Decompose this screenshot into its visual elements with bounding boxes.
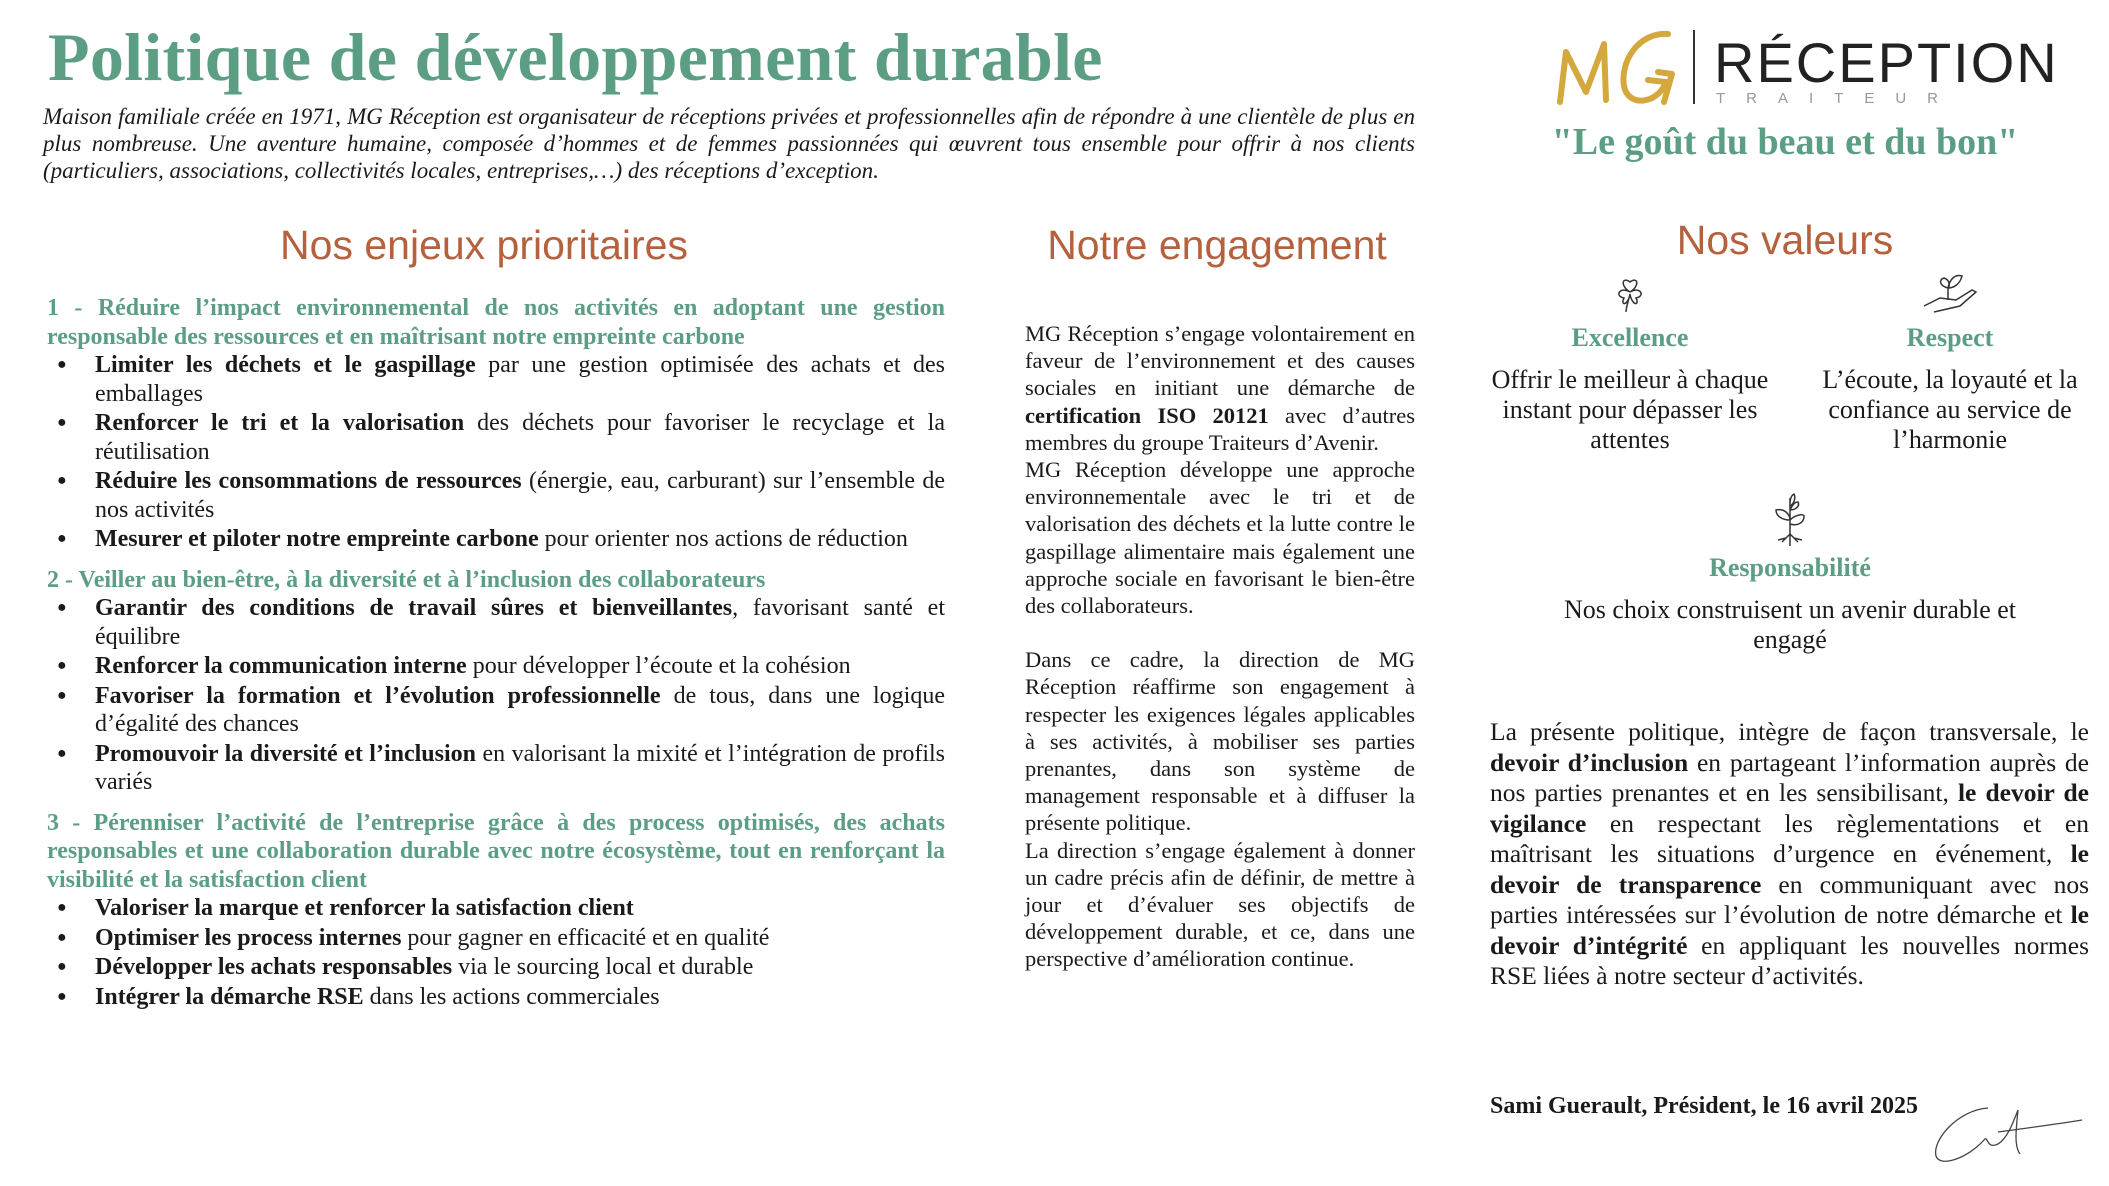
engagement-paragraph [1025, 320, 1415, 456]
text: en communiquant avec nos parties intéressées sur l’évolution de notre démarche et [1490, 869, 2089, 929]
handwritten-signature [1928, 1100, 2088, 1172]
text: pour gagner en efficacité et en qualité [401, 924, 770, 951]
bold-text: Renforcer la communication interne [95, 653, 467, 679]
policy-paragraph [1490, 717, 2089, 992]
bold-text: le devoir de vigilance [1490, 778, 2089, 838]
engagement-text [1025, 320, 1415, 973]
bold-text: certification ISO 20121 [1025, 402, 1269, 428]
enjeux-list [47, 294, 945, 1023]
text: en respectant les règlementations et en maîtrisant les situations d’urgence en événement, [1490, 808, 2089, 868]
text: pour développer l’écoute et la cohésion [466, 653, 851, 679]
intro-text: Maison familiale créée en 1971, MG Réception est organisateur de réceptions privées et professionnelles afin de répondre à une clientèle de plus en plus nombreuse. Une aventure humaine, composée d’hommes et de femmes passionnées qui œuvrent tous ensemble pour offrir à nos clients (particuliers, associations, collectivités locales, entreprises,…) des réceptions d’exception. [43, 104, 1415, 183]
enjeu-heading: 1 - Réduire l’impact environnemental de nos activités en adoptant une gestion responsable des ressources et en maîtrisant notre empreinte carbone [47, 295, 945, 350]
bold-text: le devoir de transparence [1490, 839, 2089, 899]
value-desc: Offrir le meilleur à chaque instant pour dépasser les attentes [1491, 365, 1769, 454]
page-title: Politique de développement durable [48, 19, 1103, 95]
text: MG Réception développe une approche environnementale avec le tri et de valorisation des déchets et la lutte contre le gaspillage alimentaire mais également une approche sociale en favorisant le bien-être des collaborateurs. [1025, 457, 1415, 619]
value-label: Respect [1906, 323, 1994, 352]
list-item [47, 924, 945, 953]
value-label: Responsabilité [1709, 553, 1871, 582]
bold-text: le devoir d’intégrité [1490, 900, 2089, 960]
sprout-roots-icon [1770, 490, 1810, 548]
text: MG Réception s’engage volontairement en faveur de l’environnement et des causes sociales en initiant une démarche de [1025, 321, 1415, 401]
bold-text: Valoriser la marque et renforcer la satisfaction client [95, 895, 634, 921]
enjeu-heading: 2 - Veiller au bien-être, à la diversité et à l’inclusion des collaborateurs [47, 566, 766, 593]
text: dans les actions commerciales [363, 983, 660, 1010]
logo-sub: TRAITEUR [1716, 90, 1959, 107]
signature-line: Sami Guerault, Président, le 16 avril 2025 [1490, 1093, 1918, 1119]
text: via le sourcing local et durable [452, 954, 754, 980]
clover-icon [1610, 272, 1650, 314]
bold-text: Réduire les consommations de ressources [95, 468, 522, 494]
bold-text: Garantir des conditions de travail sûres et bienveillantes [95, 595, 733, 621]
bold-text: Mesurer et piloter notre empreinte carbone [95, 526, 539, 552]
list-item [47, 467, 945, 524]
text: en appliquant les nouvelles normes RSE liées à notre secteur d’activités. [1490, 930, 2089, 990]
text: , favorisant santé et équilibre [95, 595, 945, 650]
bold-text: Intégrer la démarche RSE [95, 983, 364, 1010]
enjeu-list [47, 594, 945, 797]
list-item [47, 740, 945, 797]
text: des déchets pour favoriser le recyclage et la réutilisation [95, 410, 945, 465]
text: pour orienter nos actions de réduction [538, 526, 908, 552]
bold-text: Limiter les déchets et le gaspillage [95, 352, 476, 378]
value-label: Excellence [1571, 323, 1689, 352]
text: en valorisant la mixité et l’intégration de profils variés [95, 740, 946, 795]
text: avec d’autres membres du groupe Traiteurs d’Avenir. [1025, 402, 1415, 455]
logo-name: RÉCEPTION [1714, 31, 2059, 94]
text: par une gestion optimisée des achats et des emballages [95, 352, 945, 407]
list-item [47, 983, 945, 1012]
engagement-paragraph [1025, 456, 1415, 619]
enjeu-list [47, 894, 945, 1011]
list-item [47, 351, 945, 408]
valeurs-title: Nos valeurs [1676, 217, 1894, 263]
tagline: "Le goût du beau et du bon" [1551, 121, 2019, 163]
value-desc: L’écoute, la loyauté et la confiance au service de l’harmonie [1822, 365, 2078, 454]
enjeu-heading: 3 - Pérenniser l’activité de l’entreprise grâce à des process optimisés, des achats responsables et une collaboration durable avec notre écosystème, tout en renforçant la visibilité et la satisfaction client [47, 809, 945, 893]
text: en partageant l’information auprès de nos parties prenantes et en les sensibilisant, [1490, 747, 2089, 807]
value-desc: Nos choix construisent un avenir durable et engagé [1564, 595, 2016, 654]
text: de tous, dans une logique d’égalité des chances [95, 682, 945, 737]
value-responsabilite [1500, 490, 2080, 655]
enjeux-title: Nos enjeux prioritaires [280, 222, 688, 268]
bold-text: Promouvoir la diversité et l’inclusion [95, 740, 476, 767]
hand-plant-icon [1920, 272, 1980, 314]
bold-text: Renforcer le tri et la valorisation [95, 410, 465, 436]
engagement-paragraph [1025, 646, 1415, 836]
list-item [47, 594, 945, 651]
list-item [47, 525, 945, 554]
text: Dans ce cadre, la direction de MG Réception réaffirme son engagement à respecter les exigences légales applicables à ses activités, à mobiliser ses parties prenantes, dans son système de management responsable et à diffuser la présente politique. [1025, 647, 1415, 836]
bold-text: Développer les achats responsables [95, 954, 453, 980]
list-item [47, 894, 945, 923]
list-item [47, 652, 945, 681]
bold-text: Favoriser la formation et l’évolution professionnelle [95, 682, 661, 709]
bold-text: Optimiser les process internes [95, 924, 402, 951]
enjeu-list [47, 351, 945, 554]
text: La direction s’engage également à donner un cadre précis afin de définir, de mettre à jour et d’évaluer ses objectifs de développement durable, et ce, dans une perspective d’amélioration continue. [1025, 837, 1415, 972]
list-item [47, 953, 945, 982]
value-excellence [1480, 272, 1780, 455]
value-respect [1800, 272, 2100, 455]
text: (énergie, eau, carburant) sur l’ensemble de nos activités [95, 468, 946, 523]
text: La présente politique, intègre de façon transversale, le [1490, 717, 2089, 746]
engagement-title: Notre engagement [1047, 222, 1387, 268]
logo [1548, 22, 2059, 112]
engagement-paragraph [1025, 837, 1415, 973]
bold-text: devoir d’inclusion [1490, 747, 1689, 777]
list-item [47, 682, 945, 739]
list-item [47, 409, 945, 466]
